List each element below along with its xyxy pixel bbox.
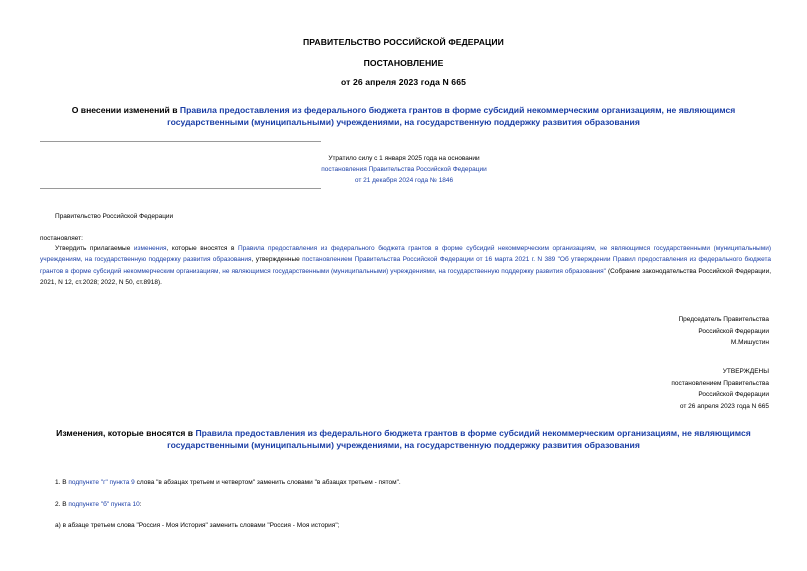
signature-country: Российской Федерации (698, 327, 769, 335)
repeal-note (310, 153, 498, 186)
approval-date: от 26 апреля 2023 года N 665 (679, 402, 769, 410)
document-title (40, 104, 767, 128)
paragraph-end: (Собрание законодательства Российской Федерации, 2021, N 12, ст.2028; 2022, N 50, ст.8918). (40, 267, 772, 287)
repeal-decree-date-link[interactable]: от 21 декабря 2024 года № 1846 (354, 177, 454, 184)
issuer-text: Правительство Российской Федерации (55, 213, 174, 220)
main-paragraph (40, 243, 771, 289)
signature-name: М.Мишустин (730, 339, 769, 347)
bottom-divider (40, 188, 321, 189)
item-2-number: 2. В (55, 501, 69, 508)
item-1-text: слова "в абзацах третьем и четвертом" заменить словами "в абзацах третьем - пятом". (134, 479, 401, 486)
approval-line-2: постановлением Правительства (671, 379, 769, 387)
document-date-number: от 26 апреля 2023 года N 665 (341, 77, 466, 87)
repeal-decree-link[interactable]: постановления Правительства Российской Федерации (321, 166, 487, 173)
decrees-text: постановляет: (40, 235, 83, 242)
item-2-link[interactable]: подпункте "б" пункта 10 (68, 501, 140, 508)
paragraph-start: Утвердить прилагаемые (55, 245, 134, 252)
change-item-2 (55, 501, 142, 508)
signature-block (678, 314, 769, 349)
item-1-number: 1. В (55, 479, 69, 486)
paragraph-mid-1: , которые вносятся в (166, 245, 238, 252)
changes-rules-link[interactable]: Правила предоставления из федерального бюджета грантов в форме субсидий некоммерческим организациям, не являющимся государственными (муниципальными) учреждениями, на государственную поддержку развития образования (167, 428, 751, 450)
decree-389-link[interactable]: постановлением Правительства Российской Федерации от 16 марта 2021 г. N 389 "Об утверждении Правил предоставления из федерального бюджета грантов в форме субсидий некоммерческим организациям, не являющимся государственными (муниципальными) учреждениями, на государственную поддержку развития образования" (40, 256, 771, 275)
rules-link[interactable]: Правила предоставления из федерального бюджета грантов в форме субсидий некоммерческим организациям, не являющимся государственными (муниципальными) учреждениями, на государственную поддержку развития образования (167, 105, 736, 127)
repeal-note-text: Утратило силу с 1 января 2025 года на основании (328, 155, 480, 162)
title-prefix: О внесении изменений в (71, 105, 180, 115)
changes-title (40, 427, 767, 451)
approval-line-3: Российской Федерации (698, 391, 769, 399)
document-type: ПОСТАНОВЛЕНИЕ (363, 58, 444, 68)
top-divider (40, 141, 321, 142)
approval-block (671, 366, 769, 412)
changes-link[interactable]: изменения (133, 245, 167, 252)
government-heading: ПРАВИТЕЛЬСТВО РОССИЙСКОЙ ФЕДЕРАЦИИ (303, 37, 504, 47)
paragraph-mid-2: , утвержденные (251, 256, 303, 264)
item-2-text: : (139, 501, 142, 508)
change-item-1 (55, 479, 401, 486)
change-subitem-a: а) в абзаце третьем слова "Россия - Моя История" заменить словами "Россия - Моя история"; (55, 522, 340, 529)
rules-reference-link[interactable]: Правила предоставления из федерального бюджета грантов в форме субсидий некоммерческим организациям, не являющимся государственными (муниципальными) учреждениям, на государственную поддержку развития образования (40, 245, 771, 264)
signature-position: Председатель Правительства (678, 316, 769, 323)
approval-heading: УТВЕРЖДЕНЫ (722, 368, 769, 375)
changes-title-prefix: Изменения, которые вносятся в (56, 428, 196, 438)
item-1-link[interactable]: подпункте "г" пункта 9 (68, 479, 135, 486)
